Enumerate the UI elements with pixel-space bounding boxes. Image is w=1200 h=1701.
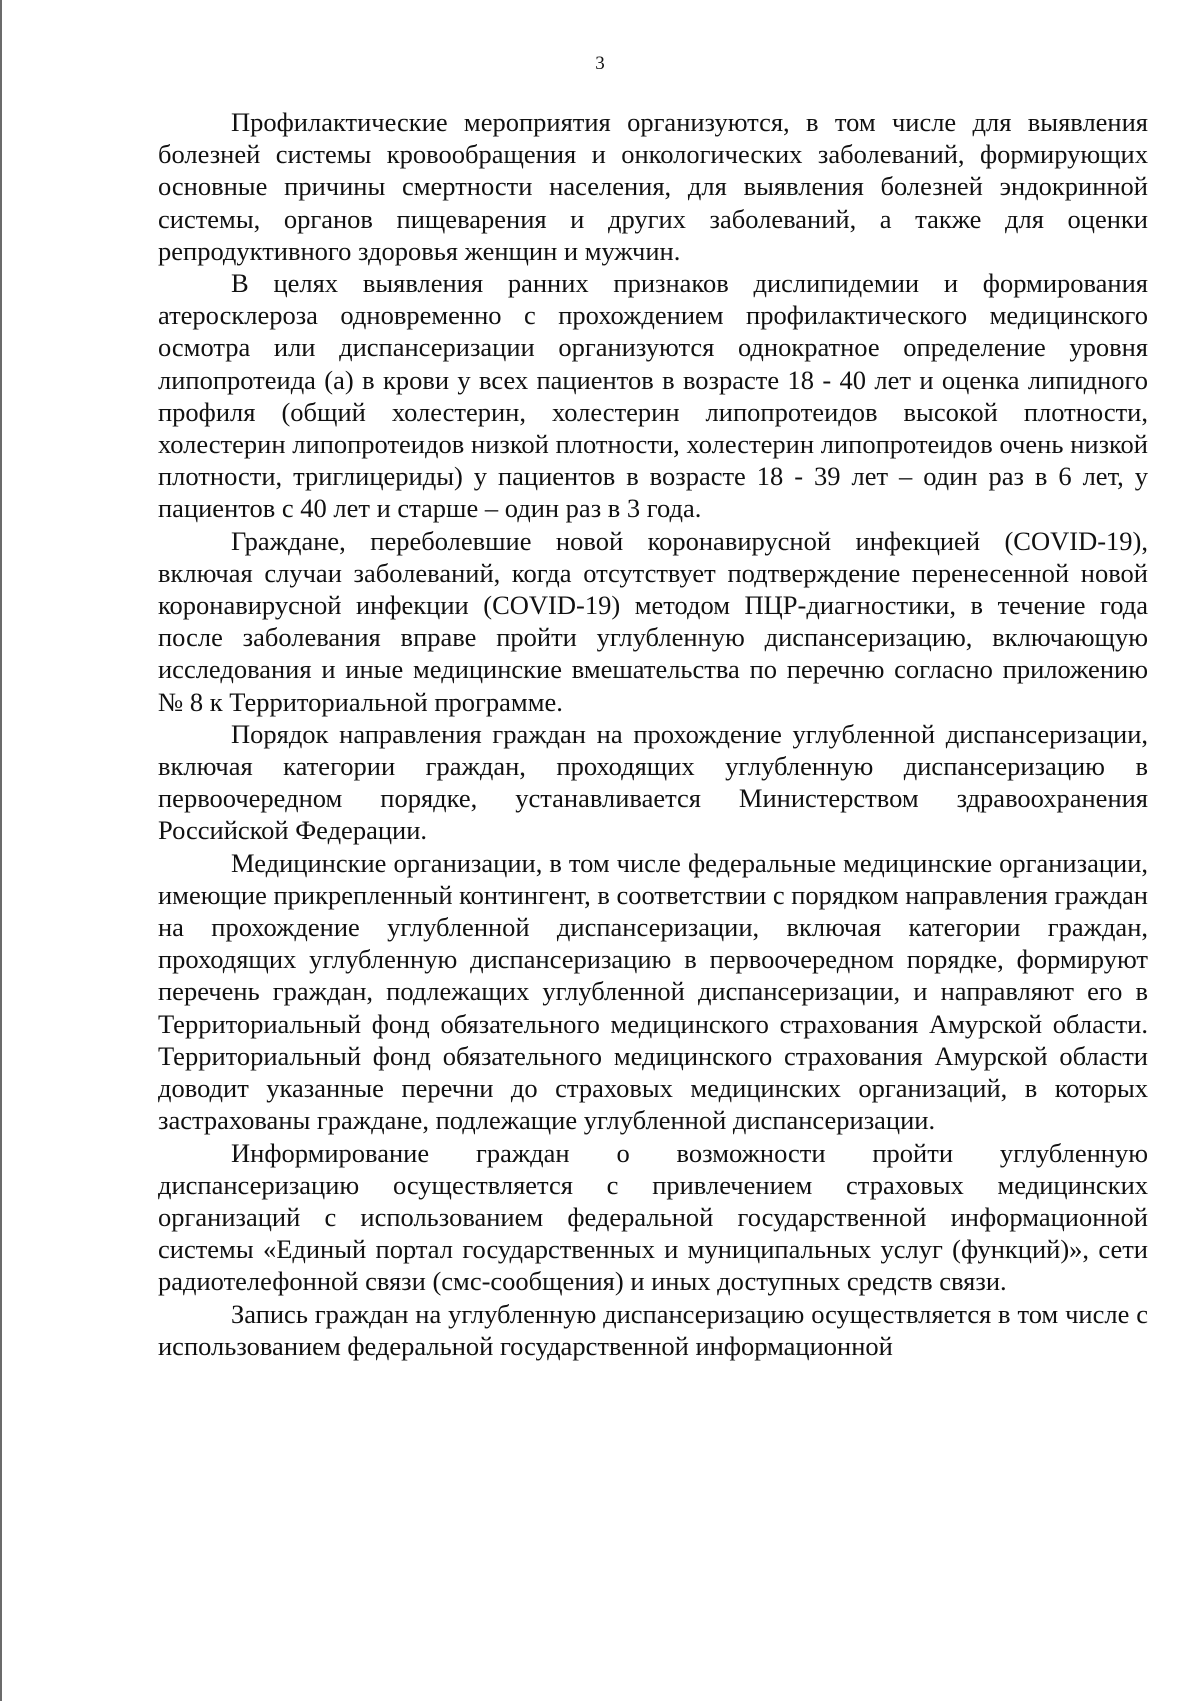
page-number: 3 xyxy=(595,53,605,74)
paragraph-dyslipidemia-screening: В целях выявления ранних признаков дислипидемии и формирования атеросклероза одновременно с прохождением профилактического медицинского осмотра или диспансеризации организуются однократное определение уровня липопротеида (а) в крови у всех пациентов в возрасте 18 - 40 лет и оценка липидного профиля (общий холестерин, холестерин липопротеидов высокой плотности, холестерин липопротеидов низкой плотности, холестерин липопротеидов очень низкой плотности, триглицериды) у пациентов в возрасте 18 - 39 лет – один раз в 6 лет, у пациентов с 40 лет и старше – один раз в 3 года. xyxy=(158,268,1148,524)
paragraph-covid-recovered: Граждане, переболевшие новой коронавирусной инфекцией (COVID-19), включая случаи заболеваний, когда отсутствует подтверждение перенесенной новой коронавирусной инфекции (COVID-19) методом ПЦР-диагностики, в течение года после заболевания вправе пройти углубленную диспансеризацию, включающую исследования и иные медицинские вмешательства по перечню согласно приложению № 8 к Территориальной программе. xyxy=(158,525,1148,717)
paragraph-registration: Запись граждан на углубленную диспансеризацию осуществляется в том числе с использованием федеральной государственной информационной xyxy=(158,1298,1148,1361)
paragraph-preventive-measures: Профилактические мероприятия организуются, в том числе для выявления болезней системы кровообращения и онкологических заболеваний, формирующих основные причины смертности населения, для выявления болезней эндокринной системы, органов пищеварения и других заболеваний, а также для оценки репродуктивного здоровья женщин и мужчин. xyxy=(158,107,1148,266)
paragraph-referral-procedure: Порядок направления граждан на прохождение углубленной диспансеризации, включая категории граждан, проходящих углубленную диспансеризацию в первоочередном порядке, устанавливается Министерством здравоохранения Российской Федерации. xyxy=(158,718,1148,846)
paragraph-informing-citizens: Информирование граждан о возможности пройти углубленную диспансеризацию осуществляется с привлечением страховых медицинских организаций с использованием федеральной государственной информационной системы «Единый портал государственных и муниципальных услуг (функций)», сети радиотелефонной связи (смс-сообщения) и иных доступных средств связи. xyxy=(158,1137,1148,1297)
document-body xyxy=(158,106,1148,1362)
paragraph-medical-organizations: Медицинские организации, в том числе федеральные медицинские организации, имеющие прикрепленный контингент, в соответствии с порядком направления граждан на прохождение углубленной диспансеризации, включая категории граждан, проходящих углубленную диспансеризацию в первоочередном порядке, формируют перечень граждан, подлежащих углубленной диспансеризации, и направляют его в Территориальный фонд обязательного медицинского страхования Амурской области. Территориальный фонд обязательного медицинского страхования Амурской области доводит указанные перечни до страховых медицинских организаций, в которых застрахованы граждане, подлежащие углубленной диспансеризации. xyxy=(158,847,1148,1136)
scan-edge xyxy=(0,0,2,1701)
